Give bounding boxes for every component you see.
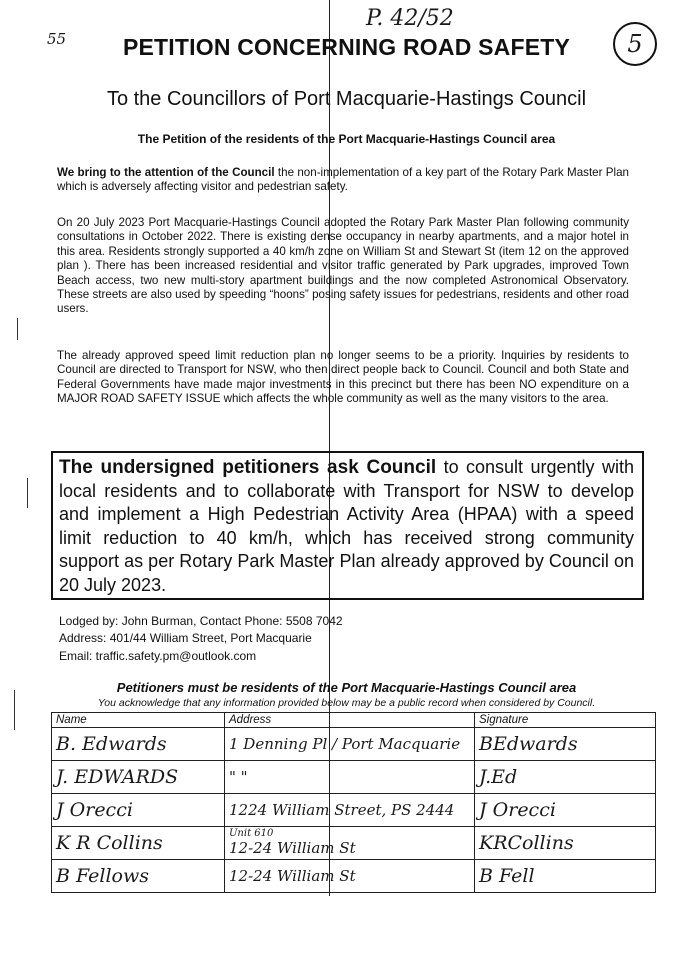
margin-number: 55 [47, 30, 67, 48]
column-header-name: Name [52, 713, 225, 728]
petition-of-line: The Petition of the residents of the Port Macquarie-Hastings Council area [137, 132, 556, 146]
request-lead: The undersigned petitioners ask Council [59, 457, 437, 478]
residents-heading: Petitioners must be residents of the Port Macquarie-Hastings Council area [116, 680, 577, 695]
signer-name: B Fellows [52, 860, 225, 893]
signer-name: B. Edwards [52, 728, 225, 761]
contact-address: Address: 401/44 William Street, Port Macquarie [59, 631, 312, 645]
circled-number: 5 [613, 22, 657, 66]
signer-address-cell [225, 827, 475, 860]
signer-address: 1224 William Street, PS 2444 [225, 794, 475, 827]
intro-paragraph [57, 166, 629, 195]
margin-mark [27, 478, 28, 508]
signer-name: K R Collins [52, 827, 225, 860]
intro-lead: We bring to the attention of the Council [57, 166, 275, 179]
contact-email: Email: traffic.safety.pm@outlook.com [59, 649, 257, 663]
table-row [52, 860, 656, 893]
request-text: to consult urgently with local residents and to collaborate with Transport for NSW to develop and implement a High Pedestrian Activity Area (HPAA) with a speed limit reduction to 40 km/h, which has received strong community support as per Rotary Park Master Plan already approved by Council on 20 July 2023. [59, 457, 634, 595]
signer-signature: B Fell [475, 860, 656, 893]
table-row [52, 794, 656, 827]
column-header-address: Address [225, 713, 475, 728]
column-header-signature: Signature [475, 713, 656, 728]
table-row [52, 761, 656, 794]
subtitle: To the Councillors of Port Macquarie-Hastings Council [106, 88, 587, 110]
background-paragraph: On 20 July 2023 Port Macquarie-Hastings Council adopted the Rotary Park Master Plan following community consultations in October 2022. There is existing dense occupancy in nearby apartments, and a major hotel in this area. Residents strongly supported a 40 km/h zone on William St and Stewart St (item 12 on the approved plan ). There has been increased residential and visitor traffic generated by Park upgrades, improved Town Beach access, two new multi-story apartment buildings and the now completed Astronomical Observatory. These streets are also used by speeding “hoons” posing safety issues for pedestrians, residents and other road users. [57, 216, 629, 316]
intro-text: the non-implementation of a key part of the Rotary Park Master Plan which is adversely affecting visitor and pedestrian safety. [57, 166, 630, 194]
petition-request-box [51, 451, 644, 600]
lodged-by: Lodged by: John Burman, Contact Phone: 5508 7042 [59, 614, 343, 628]
signer-signature: J Orecci [475, 794, 656, 827]
margin-mark [14, 690, 15, 730]
signature-table [51, 712, 656, 893]
signer-address-note: Unit 610 [229, 828, 274, 839]
signer-address: 12-24 William St [225, 860, 475, 893]
page-reference: P. 42/52 [366, 6, 454, 31]
margin-mark [17, 318, 18, 340]
signer-signature: J.Ed [475, 761, 656, 794]
table-header-row [52, 713, 656, 728]
table-row [52, 728, 656, 761]
signer-address: 1 Denning Pl / Port Macquarie [225, 728, 475, 761]
signer-signature: BEdwards [475, 728, 656, 761]
signer-name: J Orecci [52, 794, 225, 827]
public-record-note: You acknowledge that any information provided below may be a public record when considered by Council. [97, 697, 596, 709]
signer-name: J. EDWARDS [52, 761, 225, 794]
signer-signature: KRCollins [475, 827, 656, 860]
table-row [52, 827, 656, 860]
issue-paragraph: The already approved speed limit reduction plan no longer seems to be a priority. Inquiries by residents to Council are directed to Transport for NSW, who then direct people back to Council. Council and both State and Federal Governments have made major investments in this precinct but there has been NO expenditure on a MAJOR ROAD SAFETY ISSUE which affects the whole community as well as the many visitors to the area. [57, 349, 629, 406]
signer-address: 12-24 William St [229, 839, 356, 857]
page-title: PETITION CONCERNING ROAD SAFETY [122, 34, 571, 60]
signer-address: " " [225, 761, 475, 794]
